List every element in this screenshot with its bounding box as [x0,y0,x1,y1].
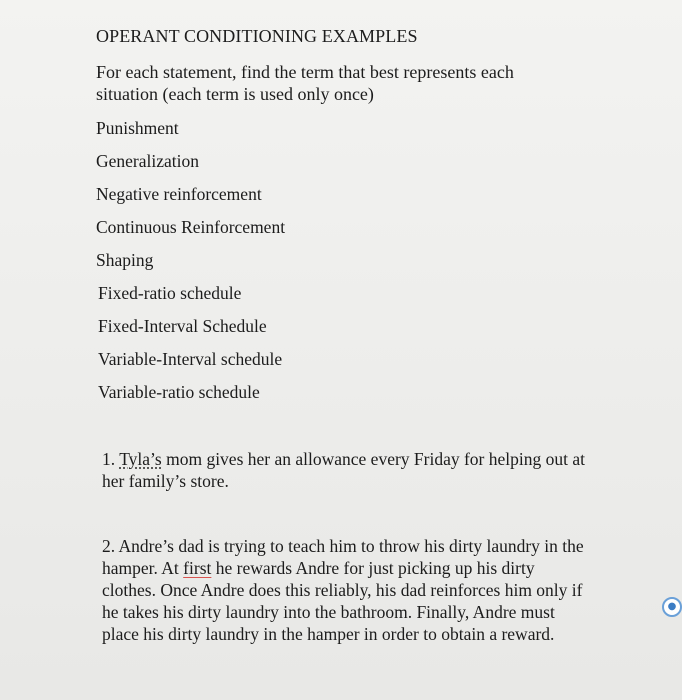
term-item: Variable-Interval schedule [98,349,283,369]
question-text: he rewards Andre for just picking up his dirty clothes. Once Andre does this reliably, his dad reinforces him only if he takes his dirty laundry into the bathroom. Finally, Andre must place his dirty laundry in the hamper in order to obtain a reward. [102,558,583,644]
page-title: OPERANT CONDITIONING EXAMPLES [96,26,418,46]
partial-circle-icon[interactable]: ● [662,597,682,617]
spellcheck-word: first [183,558,212,578]
question-1 [102,448,592,492]
term-item: Shaping [96,250,154,270]
term-item: Punishment [96,118,179,138]
question-text: 2. Andre’s dad is trying to teach him to throw his dirty laundry in the hamper. At [102,536,584,578]
question-text: mom gives her an allowance every Friday for helping out at her family’s store. [102,449,585,491]
question-2 [102,535,592,645]
term-item: Variable-ratio schedule [98,382,260,402]
question-number: 1. [102,449,116,469]
term-item: Continuous Reinforcement [96,217,286,237]
spellcheck-word: Tyla’s [119,449,162,469]
term-item: Fixed-ratio schedule [98,283,242,303]
instructions-text: For each statement, find the term that best represents each situation (each term is used only once) [96,62,514,104]
term-item: Fixed-Interval Schedule [98,316,267,336]
term-item: Negative reinforcement [96,184,262,204]
term-list [96,117,285,414]
term-item: Generalization [96,151,200,171]
